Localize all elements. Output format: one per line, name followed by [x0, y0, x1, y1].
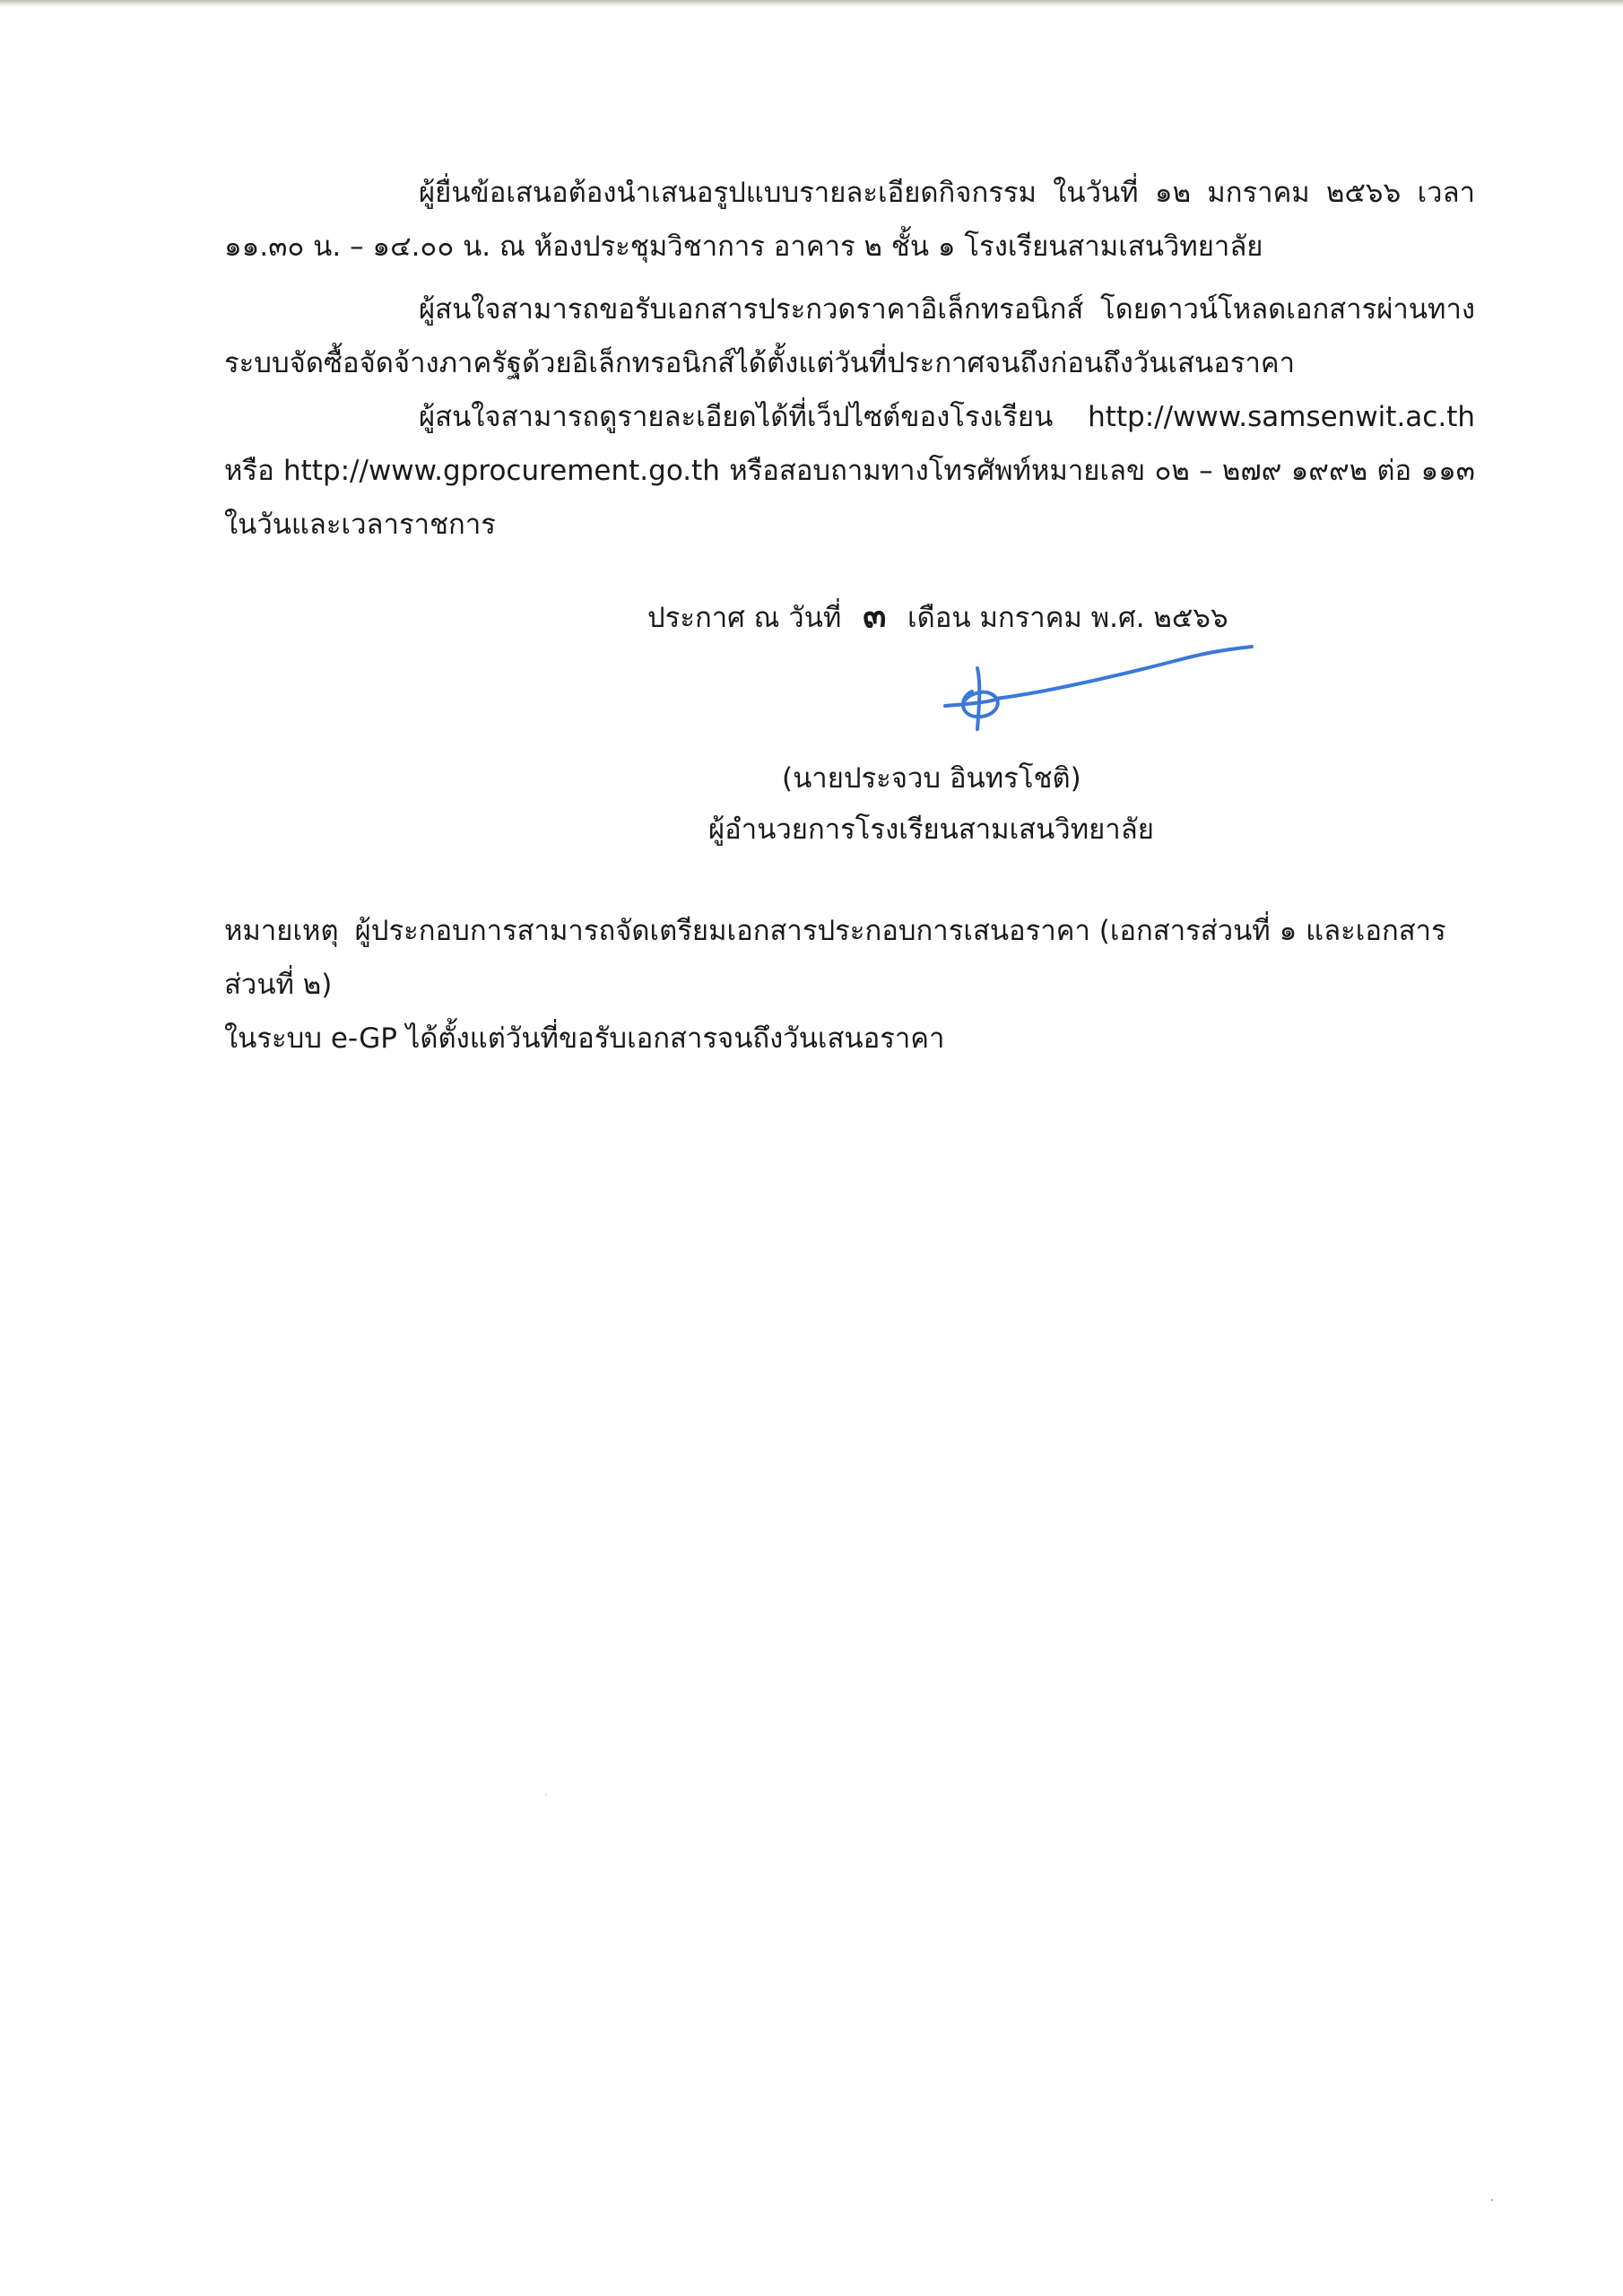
scan-speck — [1491, 2199, 1493, 2201]
paragraph-contact-info: ผู้สนใจสามารถดูรายละเอียดได้ที่เว็ปไซต์ของโรงเรียน http://www.samsenwit.ac.th หรือ http://www.gprocurement.go.th หรือสอบถามทางโทรศัพท์หมายเลข ๐๒ – ๒๗๙ ๑๙๙๒ ต่อ ๑๑๓ ในวันและเวลาราชการ — [224, 401, 1475, 541]
remark-line-2: ในระบบ e-GP ได้ตั้งแต่วันที่ขอรับเอกสารจนถึงวันเสนอราคา — [224, 1022, 945, 1055]
signature-mark — [933, 641, 1273, 749]
document-body — [224, 166, 1475, 552]
remark-section — [224, 904, 1475, 1065]
signature-crossbar — [945, 699, 999, 706]
signer-title: ผู้อำนวยการโรงเรียนสามเสนวิทยาลัย — [708, 813, 1154, 846]
scan-top-edge — [0, 0, 1623, 7]
announcement-date-line — [647, 588, 1228, 645]
signature-vertical — [977, 668, 979, 729]
remark-label: หมายเหตุ — [224, 915, 339, 947]
signature-tail — [995, 647, 1252, 699]
paragraph-document-request: ผู้สนใจสามารถขอรับเอกสารประกวดราคาอิเล็กทรอนิกส์ โดยดาวน์โหลดเอกสารผ่านทางระบบจัดซื้อจัดจ้างภาครัฐด้วยอิเล็กทรอนิกส์ได้ตั้งแต่วันที่ประกาศจนถึงก่อนถึงวันเสนอราคา — [224, 293, 1475, 379]
signer-name: (นายประจวบ อินทรโชติ) — [782, 762, 1081, 795]
announcement-suffix: เดือน มกราคม พ.ศ. ๒๕๖๖ — [907, 602, 1228, 634]
handwritten-day: ๓ — [861, 594, 888, 636]
scan-speck — [545, 1794, 547, 1796]
remark-text-1: ผู้ประกอบการสามารถจัดเตรียมเอกสารประกอบการเสนอราคา (เอกสารส่วนที่ ๑ และเอกสารส่วนที่ ๒) — [224, 915, 1446, 1001]
paragraph-presentation: ผู้ยื่นข้อเสนอต้องนำเสนอรูปแบบรายละเอียดกิจกรรม ในวันที่ ๑๒ มกราคม ๒๕๖๖ เวลา ๑๑.๓๐ น. – ๑๔.๐๐ น. ณ ห้องประชุมวิชาการ อาคาร ๒ ชั้น ๑ โรงเรียนสามเสนวิทยาลัย — [224, 177, 1475, 263]
announcement-prefix: ประกาศ ณ วันที่ — [647, 602, 842, 634]
remark-line-1 — [224, 904, 1475, 1012]
